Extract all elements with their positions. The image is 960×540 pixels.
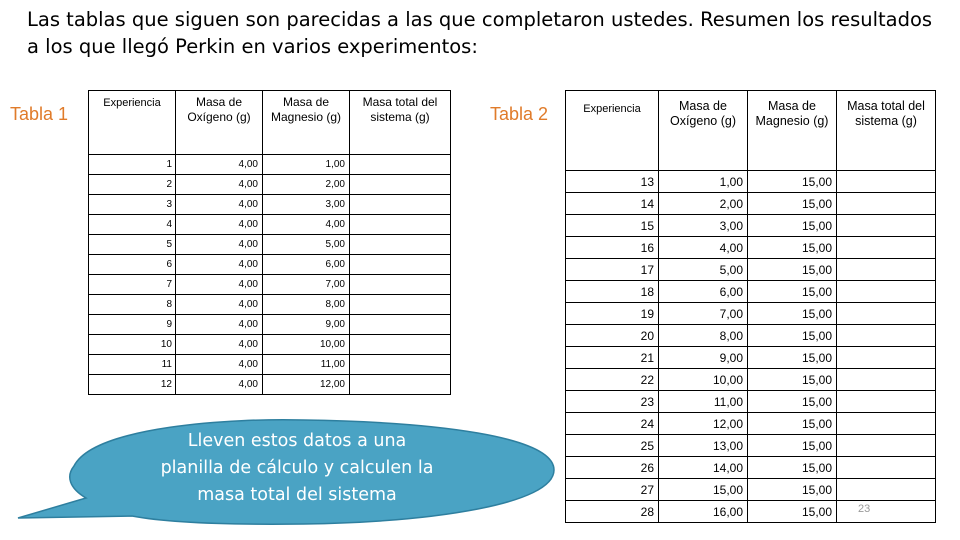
cell-experiencia: 25 xyxy=(566,435,659,457)
table1-header-experiencia: Experiencia xyxy=(89,91,176,155)
cell-magnesio: 2,00 xyxy=(263,175,350,195)
table-row xyxy=(566,325,936,347)
cell-oxigeno: 13,00 xyxy=(659,435,748,457)
cell-magnesio: 15,00 xyxy=(748,281,837,303)
table-row xyxy=(566,281,936,303)
table-row xyxy=(566,171,936,193)
cell-experiencia: 20 xyxy=(566,325,659,347)
cell-oxigeno: 7,00 xyxy=(659,303,748,325)
table-row xyxy=(566,193,936,215)
cell-magnesio: 15,00 xyxy=(748,171,837,193)
table2-header-total: Masa total del sistema (g) xyxy=(837,91,936,171)
cell-oxigeno: 4,00 xyxy=(176,195,263,215)
cell-total xyxy=(837,457,936,479)
table2-body xyxy=(566,171,936,523)
cell-magnesio: 6,00 xyxy=(263,255,350,275)
cell-total xyxy=(837,435,936,457)
cell-experiencia: 19 xyxy=(566,303,659,325)
cell-magnesio: 1,00 xyxy=(263,155,350,175)
cell-oxigeno: 4,00 xyxy=(176,275,263,295)
cell-experiencia: 8 xyxy=(89,295,176,315)
cell-oxigeno: 5,00 xyxy=(659,259,748,281)
cell-total xyxy=(837,347,936,369)
table-row xyxy=(566,259,936,281)
cell-experiencia: 14 xyxy=(566,193,659,215)
cell-magnesio: 15,00 xyxy=(748,479,837,501)
cell-magnesio: 15,00 xyxy=(748,347,837,369)
cell-total xyxy=(350,175,451,195)
table-row xyxy=(89,295,451,315)
cell-oxigeno: 4,00 xyxy=(176,235,263,255)
table1-header-total: Masa total del sistema (g) xyxy=(350,91,451,155)
cell-total xyxy=(837,501,936,523)
cell-total xyxy=(837,413,936,435)
cell-oxigeno: 4,00 xyxy=(176,335,263,355)
cell-experiencia: 6 xyxy=(89,255,176,275)
cell-magnesio: 15,00 xyxy=(748,501,837,523)
cell-total xyxy=(837,215,936,237)
table2-header-experiencia: Experiencia xyxy=(566,91,659,171)
table-row xyxy=(89,235,451,255)
cell-total xyxy=(837,391,936,413)
table-row xyxy=(89,355,451,375)
cell-total xyxy=(837,281,936,303)
table-row xyxy=(89,375,451,395)
cell-total xyxy=(350,155,451,175)
cell-magnesio: 15,00 xyxy=(748,303,837,325)
speech-bubble-line: planilla de cálculo y calculen la xyxy=(160,458,434,478)
cell-experiencia: 9 xyxy=(89,315,176,335)
cell-total xyxy=(350,275,451,295)
cell-oxigeno: 8,00 xyxy=(659,325,748,347)
cell-magnesio: 15,00 xyxy=(748,457,837,479)
cell-experiencia: 2 xyxy=(89,175,176,195)
cell-oxigeno: 12,00 xyxy=(659,413,748,435)
table-row xyxy=(566,215,936,237)
cell-magnesio: 15,00 xyxy=(748,237,837,259)
cell-magnesio: 15,00 xyxy=(748,435,837,457)
cell-total xyxy=(350,335,451,355)
cell-total xyxy=(837,259,936,281)
table-row xyxy=(566,369,936,391)
cell-oxigeno: 15,00 xyxy=(659,479,748,501)
cell-experiencia: 21 xyxy=(566,347,659,369)
cell-magnesio: 15,00 xyxy=(748,369,837,391)
table1-header-magnesio: Masa de Magnesio (g) xyxy=(263,91,350,155)
cell-oxigeno: 1,00 xyxy=(659,171,748,193)
cell-oxigeno: 4,00 xyxy=(176,155,263,175)
cell-total xyxy=(837,303,936,325)
cell-total xyxy=(350,295,451,315)
table1-body xyxy=(89,155,451,395)
cell-oxigeno: 4,00 xyxy=(176,315,263,335)
speech-bubble-line: Lleven estos datos a una xyxy=(187,431,407,451)
cell-experiencia: 3 xyxy=(89,195,176,215)
cell-total xyxy=(350,195,451,215)
table-row xyxy=(566,303,936,325)
cell-total xyxy=(837,171,936,193)
table-row xyxy=(89,315,451,335)
table-row xyxy=(89,215,451,235)
table1-label: Tabla 1 xyxy=(10,104,69,124)
cell-oxigeno: 4,00 xyxy=(176,295,263,315)
cell-experiencia: 23 xyxy=(566,391,659,413)
cell-experiencia: 11 xyxy=(89,355,176,375)
cell-magnesio: 15,00 xyxy=(748,325,837,347)
cell-oxigeno: 4,00 xyxy=(176,175,263,195)
cell-experiencia: 15 xyxy=(566,215,659,237)
cell-experiencia: 17 xyxy=(566,259,659,281)
cell-experiencia: 22 xyxy=(566,369,659,391)
cell-experiencia: 27 xyxy=(566,479,659,501)
table-row xyxy=(566,435,936,457)
cell-total xyxy=(837,193,936,215)
cell-experiencia: 7 xyxy=(89,275,176,295)
table1 xyxy=(88,90,451,395)
cell-experiencia: 16 xyxy=(566,237,659,259)
cell-magnesio: 15,00 xyxy=(748,413,837,435)
table-row xyxy=(566,237,936,259)
cell-magnesio: 9,00 xyxy=(263,315,350,335)
cell-oxigeno: 9,00 xyxy=(659,347,748,369)
cell-magnesio: 5,00 xyxy=(263,235,350,255)
cell-magnesio: 15,00 xyxy=(748,193,837,215)
table2-header-row xyxy=(566,91,936,171)
cell-magnesio: 12,00 xyxy=(263,375,350,395)
cell-total xyxy=(350,375,451,395)
table-row xyxy=(566,479,936,501)
cell-magnesio: 11,00 xyxy=(263,355,350,375)
table-row xyxy=(89,275,451,295)
page-number: 23 xyxy=(858,503,871,515)
intro-text: Las tablas que siguen son parecidas a las que completaron ustedes. Resumen los resultados a los que llegó Perkin en varios experimentos: xyxy=(27,8,933,58)
cell-oxigeno: 4,00 xyxy=(176,355,263,375)
table2-header-oxigeno: Masa de Oxígeno (g) xyxy=(659,91,748,171)
table-row xyxy=(89,255,451,275)
cell-magnesio: 7,00 xyxy=(263,275,350,295)
cell-total xyxy=(837,479,936,501)
cell-total xyxy=(837,237,936,259)
cell-magnesio: 4,00 xyxy=(263,215,350,235)
table1-header-oxigeno: Masa de Oxígeno (g) xyxy=(176,91,263,155)
speech-bubble xyxy=(14,418,574,528)
cell-oxigeno: 4,00 xyxy=(659,237,748,259)
cell-experiencia: 24 xyxy=(566,413,659,435)
cell-oxigeno: 11,00 xyxy=(659,391,748,413)
table2-label: Tabla 2 xyxy=(490,104,549,124)
table-row xyxy=(89,175,451,195)
cell-total xyxy=(837,325,936,347)
cell-total xyxy=(350,215,451,235)
cell-oxigeno: 4,00 xyxy=(176,255,263,275)
cell-experiencia: 12 xyxy=(89,375,176,395)
table-row xyxy=(566,413,936,435)
table-row xyxy=(89,335,451,355)
cell-experiencia: 13 xyxy=(566,171,659,193)
table-row xyxy=(89,155,451,175)
cell-experiencia: 26 xyxy=(566,457,659,479)
cell-magnesio: 3,00 xyxy=(263,195,350,215)
cell-experiencia: 4 xyxy=(89,215,176,235)
cell-experiencia: 10 xyxy=(89,335,176,355)
cell-total xyxy=(350,315,451,335)
cell-magnesio: 10,00 xyxy=(263,335,350,355)
cell-experiencia: 5 xyxy=(89,235,176,255)
cell-total xyxy=(350,255,451,275)
cell-oxigeno: 6,00 xyxy=(659,281,748,303)
cell-oxigeno: 4,00 xyxy=(176,215,263,235)
cell-oxigeno: 10,00 xyxy=(659,369,748,391)
cell-experiencia: 18 xyxy=(566,281,659,303)
cell-experiencia: 1 xyxy=(89,155,176,175)
table1-header-row xyxy=(89,91,451,155)
table-row xyxy=(566,391,936,413)
cell-oxigeno: 16,00 xyxy=(659,501,748,523)
speech-bubble-text xyxy=(132,428,462,509)
cell-oxigeno: 4,00 xyxy=(176,375,263,395)
speech-bubble-line: masa total del sistema xyxy=(197,485,397,505)
cell-oxigeno: 3,00 xyxy=(659,215,748,237)
table2 xyxy=(565,90,936,523)
cell-oxigeno: 14,00 xyxy=(659,457,748,479)
cell-experiencia: 28 xyxy=(566,501,659,523)
cell-magnesio: 8,00 xyxy=(263,295,350,315)
cell-total xyxy=(350,355,451,375)
cell-magnesio: 15,00 xyxy=(748,391,837,413)
table-row xyxy=(566,347,936,369)
cell-total xyxy=(837,369,936,391)
table2-header-magnesio: Masa de Magnesio (g) xyxy=(748,91,837,171)
cell-magnesio: 15,00 xyxy=(748,215,837,237)
cell-oxigeno: 2,00 xyxy=(659,193,748,215)
table-row xyxy=(89,195,451,215)
table-row xyxy=(566,457,936,479)
cell-magnesio: 15,00 xyxy=(748,259,837,281)
table-row xyxy=(566,501,936,523)
cell-total xyxy=(350,235,451,255)
